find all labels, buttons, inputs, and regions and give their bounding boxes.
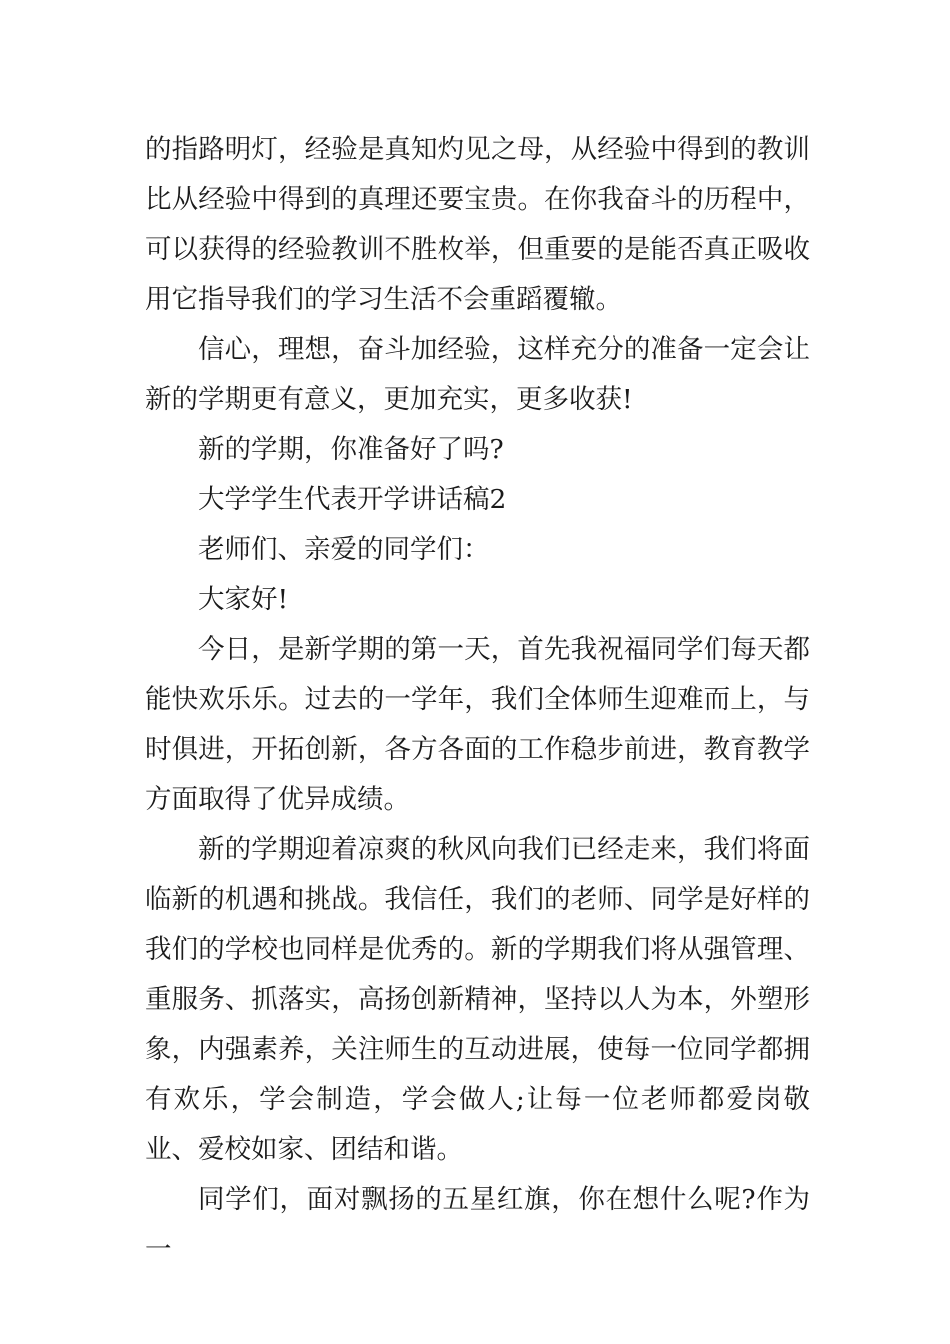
document-body — [145, 125, 810, 1275]
paragraph: 同学们，面对飘扬的五星红旗，你在想什么呢?作为一 — [145, 1184, 810, 1265]
section-title: 大学学生代表开学讲话稿2 — [198, 484, 507, 515]
paragraph-continued: 的指路明灯，经验是真知灼见之母，从经验中得到的教训比从经验中得到的真理还要宝贵。在你我奋斗的历程中，可以获得的经验教训不胜枚举，但重要的是能否真正吸收用它指导我们的学习生活不会重蹈覆辙。 — [145, 134, 810, 315]
greeting: 大家好! — [198, 584, 289, 615]
salutation: 老师们、亲爱的同学们： — [198, 534, 490, 565]
paragraph: 今日，是新学期的第一天，首先我祝福同学们每天都能快欢乐乐。过去的一学年，我们全体师生迎难而上，与时俱进，开拓创新，各方各面的工作稳步前进，教育教学方面取得了优异成绩。 — [145, 634, 810, 815]
paragraph: 信心，理想，奋斗加经验，这样充分的准备一定会让新的学期更有意义，更加充实，更多收获! — [145, 334, 810, 415]
paragraph: 新的学期，你准备好了吗? — [198, 434, 504, 465]
paragraph: 新的学期迎着凉爽的秋风向我们已经走来，我们将面临新的机遇和挑战。我信任，我们的老师、同学是好样的我们的学校也同样是优秀的。新的学期我们将从强管理、重服务、抓落实，高扬创新精神，坚持以人为本，外塑形象，内强素养，关注师生的互动进展，使每一位同学都拥有欢乐，学会制造，学会做人;让每一位老师都爱岗敬业、爱校如家、团结和谐。 — [145, 834, 810, 1165]
